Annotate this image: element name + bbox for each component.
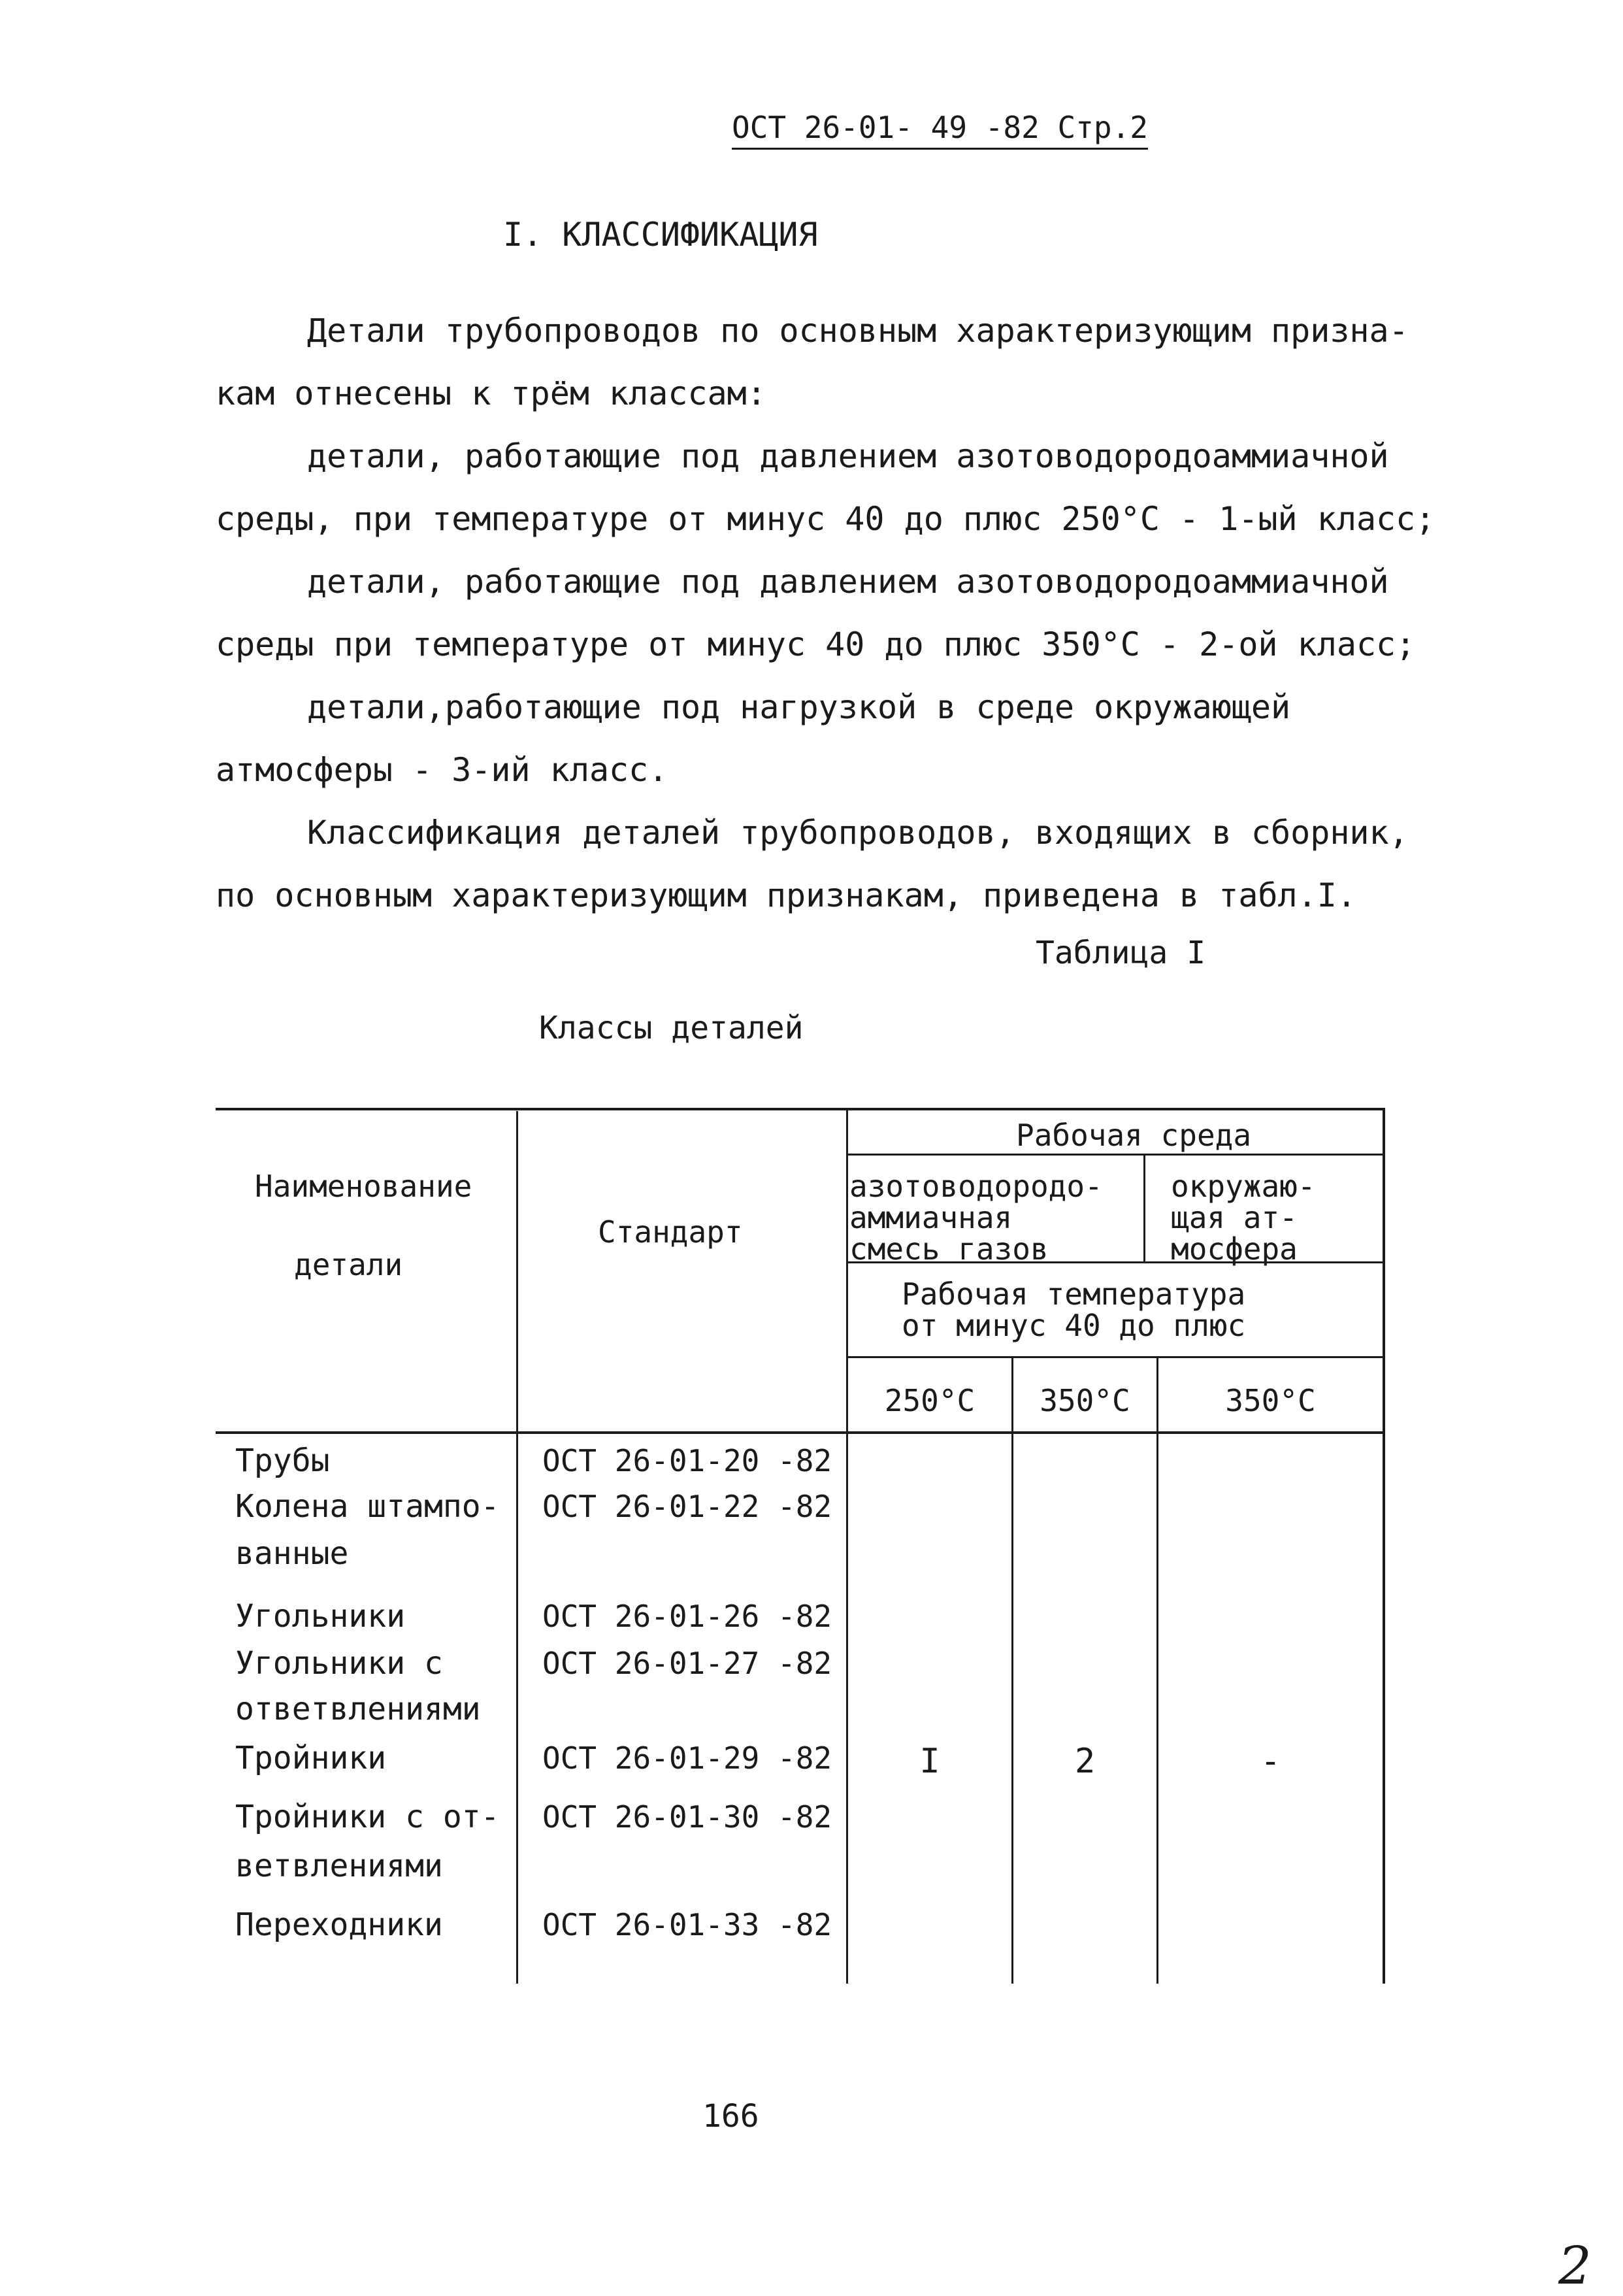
row-name: Переходники (235, 1906, 443, 1943)
row-name: ответвлениями (235, 1691, 481, 1727)
paragraph-line: детали, работающие под давлением азотоводородоаммиачной (307, 563, 1389, 601)
paragraph-line: атмосферы - 3-ий класс. (216, 751, 668, 789)
paragraph-line: по основным характеризующим признакам, приведена в табл.I. (216, 876, 1356, 914)
class-value-250: I (919, 1742, 940, 1781)
paragraph-line: Детали трубопроводов по основным характеризующим призна- (307, 312, 1409, 350)
row-standard: ОСТ 26-01-26 -82 (542, 1599, 832, 1634)
header-name-line1: Наименование (255, 1169, 472, 1204)
paragraph-line: Классификация деталей трубопроводов, входящих в сборник, (307, 814, 1409, 852)
row-name: Трубы (235, 1442, 330, 1479)
paragraph-line: детали, работающие под давлением азотоводородоаммиачной (307, 437, 1389, 475)
row-name: ветвлениями (235, 1848, 443, 1884)
header-medium: Рабочая среда (1016, 1118, 1252, 1153)
row-name: Угольники с (235, 1645, 443, 1682)
class-value-350: 2 (1074, 1742, 1096, 1781)
header-medium-a-2: аммиачная (849, 1200, 1013, 1235)
row-standard: ОСТ 26-01-30 -82 (542, 1799, 832, 1835)
header-name-line2: детали (294, 1247, 403, 1282)
header-temperature-1: Рабочая температура (902, 1276, 1246, 1312)
header-medium-b-3: мосфера (1171, 1231, 1298, 1267)
header-temp-350-a: 350°С (1040, 1383, 1130, 1418)
table-title: Классы деталей (539, 1010, 804, 1046)
row-standard: ОСТ 26-01-20 -82 (542, 1443, 832, 1478)
row-standard: ОСТ 26-01-33 -82 (542, 1907, 832, 1942)
paragraph-line: среды при температуре от минус 40 до плюс 350°С - 2-ой класс; (216, 625, 1416, 663)
header-medium-a-1: азотоводородо- (849, 1169, 1103, 1204)
header-temp-250: 250°С (884, 1383, 975, 1418)
paragraph-line: кам отнесены к трём классам: (216, 374, 766, 412)
row-name: Тройники (235, 1740, 387, 1776)
row-standard: ОСТ 26-01-29 -82 (542, 1740, 832, 1776)
header-temperature-2: от минус 40 до плюс (902, 1308, 1246, 1343)
row-name: Тройники с от- (235, 1799, 500, 1835)
header-temp-350-b: 350°С (1225, 1383, 1316, 1418)
header-standard: Стандарт (598, 1214, 743, 1250)
header-medium-a-3: смесь газов (849, 1231, 1049, 1267)
table-label: Таблица I (1036, 935, 1206, 971)
document-header: ОСТ 26-01- 49 -82 Стр.2 (732, 110, 1148, 150)
header-medium-b-1: окружаю- (1171, 1169, 1316, 1204)
page-number: 166 (702, 2098, 759, 2135)
row-standard: ОСТ 26-01-27 -82 (542, 1646, 832, 1681)
section-title: I. КЛАССИФИКАЦИЯ (503, 216, 818, 254)
row-standard: ОСТ 26-01-22 -82 (542, 1489, 832, 1524)
row-name: ванные (235, 1535, 349, 1572)
row-name: Угольники (235, 1598, 406, 1635)
class-value-atmosphere: - (1260, 1742, 1281, 1781)
paragraph-line: детали,работающие под нагрузкой в среде окружающей (307, 688, 1291, 726)
paragraph-line: среды, при температуре от минус 40 до плюс 250°С - 1-ый класс; (216, 500, 1435, 538)
header-medium-b-2: щая ат- (1171, 1200, 1298, 1235)
handwritten-mark: 2 (1558, 2235, 1592, 2296)
row-name: Колена штампо- (235, 1488, 500, 1525)
